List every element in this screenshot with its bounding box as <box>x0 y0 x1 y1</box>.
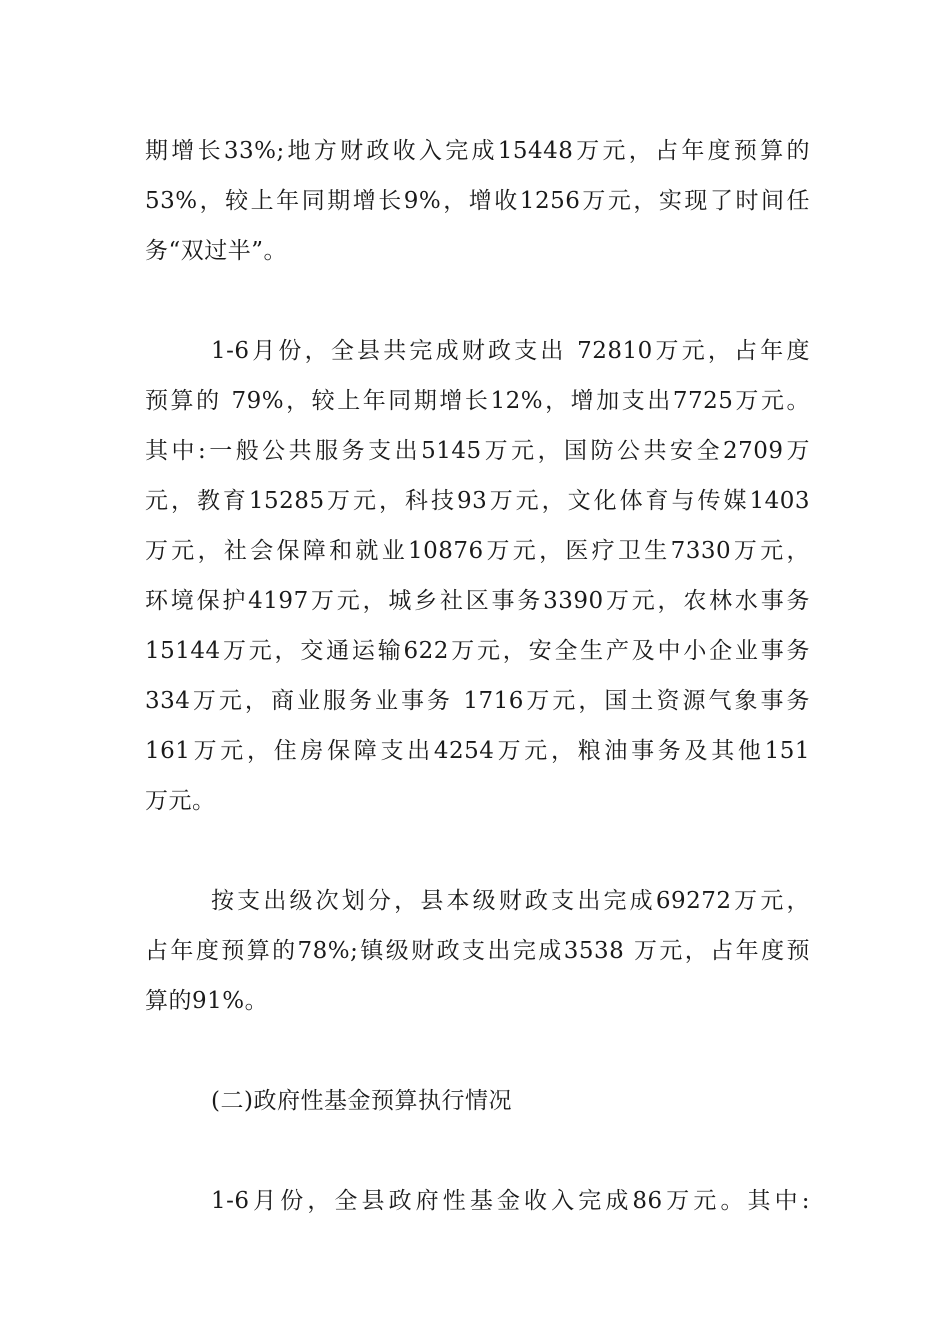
paragraph-fund-revenue <box>145 1176 810 1226</box>
text-line: 1-6月份，全县政府性基金收入完成86万元。其中: <box>211 1188 810 1214</box>
text-line: 算的91%。 <box>145 988 269 1014</box>
paragraph-gap <box>145 1026 810 1076</box>
text-line: 占年度预算的78%;镇级财政支出完成3538 万元，占年度预 <box>145 938 810 964</box>
paragraph-expenditure-detail <box>145 326 810 826</box>
text-line: 务“双过半”。 <box>145 238 288 264</box>
paragraph-revenue-summary <box>145 126 810 276</box>
text-line: 15144万元，交通运输622万元，安全生产及中小企业事务 <box>145 638 810 664</box>
text-line: 1-6月份，全县共完成财政支出 72810万元，占年度 <box>211 338 810 364</box>
section-heading-text: (二)政府性基金预算执行情况 <box>211 1088 512 1114</box>
text-line: 期增长33%;地方财政收入完成15448万元，占年度预算的 <box>145 138 810 164</box>
text-line: 环境保护4197万元，城乡社区事务3390万元，农林水事务 <box>145 588 810 614</box>
text-line: 53%，较上年同期增长9%，增收1256万元，实现了时间任 <box>145 188 810 214</box>
text-line: 其中:一般公共服务支出5145万元，国防公共安全2709万 <box>145 438 810 464</box>
text-line: 按支出级次划分，县本级财政支出完成69272万元， <box>211 888 810 914</box>
paragraph-gap <box>145 1126 810 1176</box>
text-line: 预算的 79%，较上年同期增长12%，增加支出7725万元。 <box>145 388 810 414</box>
text-line: 元，教育15285万元，科技93万元，文化体育与传媒1403 <box>145 488 810 514</box>
section-heading <box>145 1076 810 1126</box>
text-line: 161万元，住房保障支出4254万元，粮油事务及其他151 <box>145 738 810 764</box>
paragraph-gap <box>145 276 810 326</box>
paragraph-gap <box>145 826 810 876</box>
text-line: 万元，社会保障和就业10876万元，医疗卫生7330万元， <box>145 538 810 564</box>
paragraph-expenditure-levels <box>145 876 810 1026</box>
document-page <box>145 126 810 1226</box>
text-line: 334万元，商业服务业事务 1716万元，国土资源气象事务 <box>145 688 810 714</box>
text-line: 万元。 <box>145 788 216 814</box>
